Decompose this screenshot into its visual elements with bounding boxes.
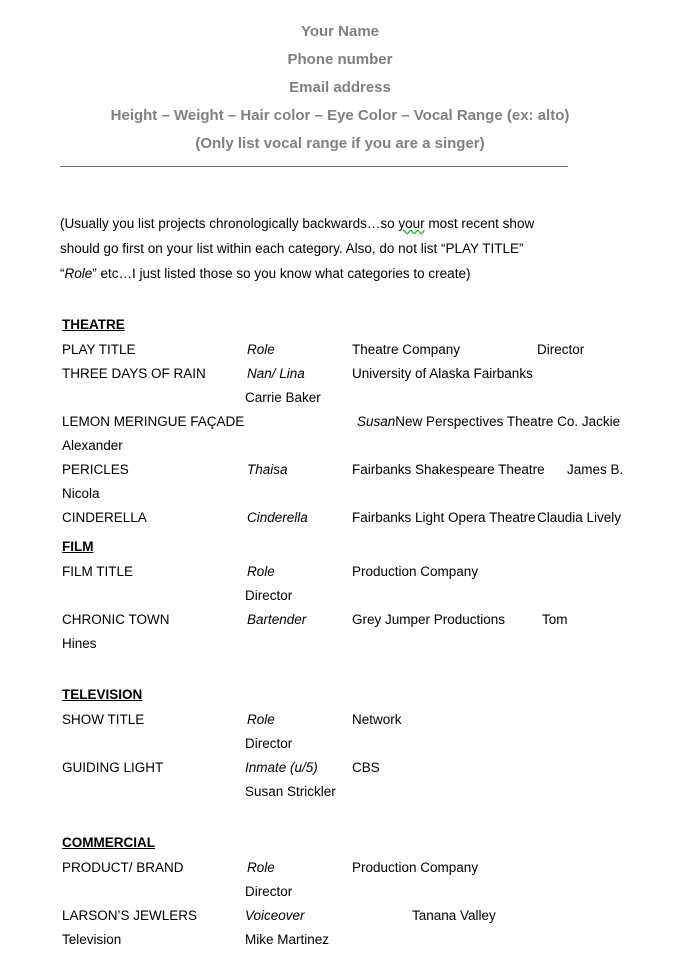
credit-director: Tom — [542, 612, 568, 627]
credit-company: CBS — [352, 760, 380, 775]
resume-header — [0, 0, 680, 158]
intro-line-1 — [60, 211, 620, 236]
table-row — [62, 410, 662, 434]
credit-company: Fairbanks Light Opera Theatre — [352, 510, 536, 525]
credit-title: LEMON MERINGUE FAÇADE — [62, 414, 245, 429]
column-header-company: Production Company — [352, 860, 479, 875]
credit-company: Grey Jumper Productions — [352, 612, 506, 627]
header-divider — [60, 166, 568, 167]
header-name: Your Name — [300, 23, 380, 40]
intro-paragraph — [60, 211, 620, 286]
intro-misspelled-word: your — [398, 216, 425, 231]
table-row — [62, 608, 662, 632]
header-vocal-note: (Only list vocal range if you are a singer) — [195, 135, 485, 152]
intro-text-part1: (Usually you list projects chronologically backwards…so — [60, 216, 399, 231]
credit-role: Voiceover — [245, 908, 305, 923]
section-film — [62, 534, 662, 656]
table-header-row — [62, 560, 662, 584]
column-header-role: Role — [247, 860, 275, 875]
table-header-row — [62, 708, 662, 732]
credit-title: CHRONIC TOWN — [62, 612, 170, 627]
column-header-company: Theatre Company — [352, 342, 461, 357]
column-header-role: Role — [247, 712, 275, 727]
column-header-company: Network — [352, 712, 402, 727]
credit-title: GUIDING LIGHT — [62, 760, 164, 775]
credit-title: LARSON’S JEWLERS — [62, 908, 198, 923]
credit-director-wrap: Nicola — [62, 486, 100, 501]
credit-role: Susan — [357, 414, 396, 429]
credit-director: James B. — [567, 462, 624, 477]
table-row — [62, 506, 662, 530]
table-row — [62, 458, 662, 482]
column-header-role: Role — [247, 342, 275, 357]
column-header-company: Production Company — [352, 564, 479, 579]
intro-role-word: Role — [64, 266, 93, 281]
credit-director-wrap: Mike Martinez — [245, 932, 330, 947]
credit-role: Nan/ Lina — [247, 366, 305, 381]
section-title-television: TELEVISION — [62, 687, 143, 702]
column-header-title: SHOW TITLE — [62, 712, 145, 727]
column-header-director: Director — [245, 588, 293, 603]
section-title-commercial: COMMERCIAL — [62, 835, 155, 850]
intro-quote-open: “ — [60, 266, 65, 281]
table-row — [62, 756, 662, 780]
credit-title: THREE DAYS OF RAIN — [62, 366, 206, 381]
credit-title: PERICLES — [62, 462, 129, 477]
credit-company-director: New Perspectives Theatre Co. Jackie — [395, 414, 621, 429]
section-title-theatre: THEATRE — [62, 317, 125, 332]
section-title-film: FILM — [62, 539, 94, 554]
intro-line3-rest: ” etc…I just listed those so you know what categories to create) — [92, 266, 471, 281]
credit-company: Fairbanks Shakespeare Theatre — [352, 462, 545, 477]
column-header-title: PRODUCT/ BRAND — [62, 860, 184, 875]
credit-role: Cinderella — [247, 510, 308, 525]
credit-role: Thaisa — [247, 462, 288, 477]
credit-director: Claudia Lively — [537, 510, 622, 525]
credit-title: CINDERELLA — [62, 510, 147, 525]
section-commercial — [62, 830, 662, 952]
header-email: Email address — [289, 79, 391, 96]
column-header-director: Director — [537, 342, 585, 357]
table-header-row — [62, 856, 662, 880]
column-header-title: PLAY TITLE — [62, 342, 136, 357]
section-television — [62, 682, 662, 804]
credit-director-wrap: Alexander — [62, 438, 123, 453]
credit-company: Tanana Valley — [412, 908, 496, 923]
credit-director-wrap: Hines — [62, 636, 97, 651]
intro-line-2: should go first on your list within each category. Also, do not list “PLAY TITLE” — [60, 241, 524, 256]
column-header-role: Role — [247, 564, 275, 579]
intro-text-part2: most recent show — [424, 216, 535, 231]
credit-director-wrap: Carrie Baker — [245, 390, 321, 405]
intro-line-3 — [60, 261, 620, 286]
table-row-wrap — [62, 928, 662, 952]
credit-director-wrap: Susan Strickler — [245, 784, 336, 799]
table-header-row — [62, 338, 662, 362]
header-phone: Phone number — [287, 51, 393, 68]
header-physical-specs: Height – Weight – Hair color – Eye Color – Vocal Range (ex: alto) — [110, 107, 570, 124]
section-theatre — [62, 312, 662, 530]
column-header-director: Director — [245, 736, 293, 751]
credit-role: Inmate (u/5) — [245, 760, 318, 775]
column-header-director: Director — [245, 884, 293, 899]
credit-company-wrap: Television — [62, 932, 122, 947]
table-row — [62, 362, 662, 386]
column-header-title: FILM TITLE — [62, 564, 134, 579]
credit-role: Bartender — [247, 612, 307, 627]
credit-company: University of Alaska Fairbanks — [352, 366, 533, 381]
table-row — [62, 904, 662, 928]
